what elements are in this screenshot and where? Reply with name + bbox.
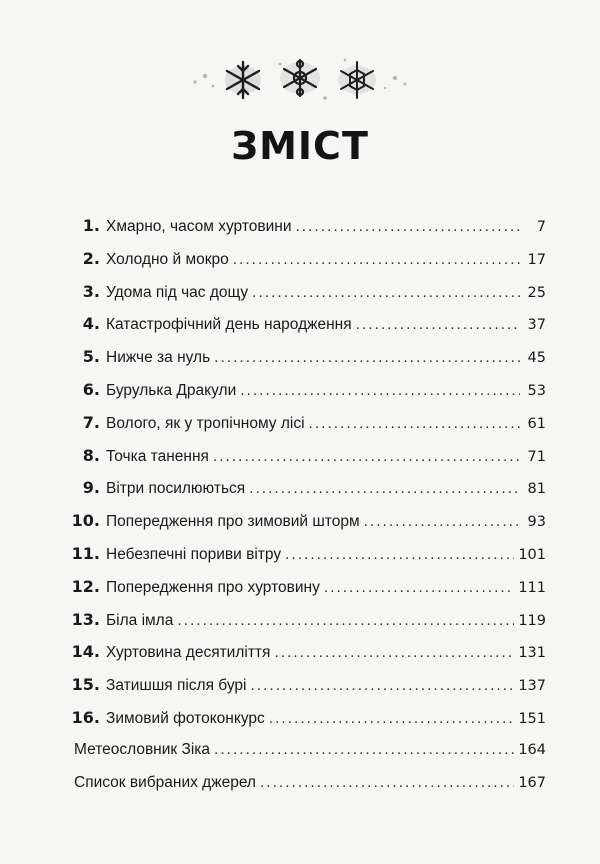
chapter-title: Затишшя після бурі	[106, 677, 247, 695]
toc-entry	[70, 413, 546, 446]
page-number: 119	[518, 612, 546, 629]
dot-leader	[233, 251, 520, 269]
chapter-title: Холодно й мокро	[106, 250, 229, 268]
chapter-number: 16.	[71, 707, 100, 727]
dot-leader	[214, 741, 514, 759]
dot-leader	[250, 677, 514, 695]
toc-entry	[70, 446, 546, 479]
page-number: 164	[518, 741, 546, 758]
dot-leader	[213, 448, 520, 466]
toc-entry	[70, 282, 546, 315]
chapter-title: Зимовий фотоконкурс	[106, 709, 265, 727]
table-of-contents	[70, 216, 546, 806]
toc-entry	[70, 774, 546, 807]
page-number: 25	[527, 284, 546, 301]
chapter-title: Удома під час дощу	[106, 283, 249, 301]
page-number: 111	[518, 579, 546, 596]
toc-entry	[70, 314, 546, 347]
chapter-title: Біла імла	[106, 611, 174, 629]
toc-entry	[70, 577, 546, 610]
toc-entry	[70, 249, 546, 282]
chapter-number: 5.	[82, 347, 100, 367]
page-number: 61	[527, 415, 546, 432]
chapter-title: Бурулька Дракули	[106, 381, 237, 399]
dot-leader	[252, 284, 520, 302]
chapter-title: Хмарно, часом хуртовини	[106, 218, 292, 235]
chapter-number: 1.	[82, 216, 100, 235]
page-number: 17	[527, 251, 546, 268]
dot-leader	[214, 349, 520, 367]
toc-entry	[70, 216, 546, 249]
chapter-number: 3.	[82, 281, 100, 301]
chapter-number: 12.	[71, 576, 100, 596]
chapter-number: 8.	[82, 445, 100, 465]
page-number: 37	[527, 317, 546, 334]
chapter-title: Попередження про хуртовину	[106, 578, 320, 596]
dot-leader	[240, 382, 520, 400]
dot-leader	[260, 774, 514, 792]
chapter-title: Нижче за нуль	[106, 349, 211, 367]
chapter-number: 9.	[82, 478, 100, 498]
dot-leader	[324, 579, 514, 597]
page-number: 137	[518, 678, 546, 695]
snowflake-ornament	[185, 52, 415, 108]
toc-entry	[70, 642, 546, 675]
chapter-title: Небезпечні пориви вітру	[106, 545, 282, 563]
chapter-number: 2.	[82, 248, 100, 268]
chapter-number: 13.	[71, 609, 100, 629]
chapter-title: Хуртовина десятиліття	[106, 644, 271, 662]
dot-leader	[274, 644, 514, 662]
page-number: 93	[527, 514, 546, 531]
toc-entry	[70, 741, 546, 774]
dot-leader	[356, 316, 520, 334]
chapter-number: 14.	[71, 642, 100, 662]
page-number: 101	[518, 546, 546, 563]
toc-entry	[70, 380, 546, 413]
toc-entry	[70, 675, 546, 708]
chapter-title: Попередження про зимовий шторм	[106, 513, 360, 531]
page-number: 167	[518, 774, 546, 791]
chapter-title: Список вибраних джерел	[74, 773, 256, 791]
page-number: 81	[527, 481, 546, 498]
chapter-title: Метеословник Зіка	[74, 740, 211, 758]
dot-leader	[249, 480, 520, 498]
chapter-number: 6.	[82, 379, 100, 399]
toc-entry	[70, 544, 546, 577]
dot-leader	[296, 218, 521, 236]
page-number: 151	[518, 710, 546, 727]
page-number: 45	[527, 350, 546, 367]
chapter-number: 7.	[82, 412, 100, 432]
page-number: 53	[527, 382, 546, 399]
page-number: 7	[536, 219, 546, 235]
chapter-number: 4.	[82, 314, 100, 334]
dot-leader	[285, 546, 514, 564]
chapter-title: Катастрофічний день народження	[106, 316, 352, 334]
dot-leader	[269, 710, 515, 728]
chapter-number: 15.	[71, 675, 100, 695]
toc-entry	[70, 708, 546, 741]
dot-leader	[364, 513, 520, 531]
toc-entry	[70, 478, 546, 511]
chapter-title: Вітри посилюються	[106, 480, 246, 498]
page-title: ЗМІСТ	[231, 124, 369, 168]
chapter-title: Волого, як у тропічному лісі	[106, 414, 305, 432]
toc-entry	[70, 347, 546, 380]
page-number: 131	[518, 645, 546, 662]
toc-entry	[70, 610, 546, 643]
chapter-number: 11.	[71, 543, 100, 563]
dot-leader	[309, 415, 520, 433]
chapter-number: 10.	[71, 511, 100, 531]
page-number: 71	[527, 448, 546, 465]
toc-entry	[70, 511, 546, 544]
chapter-title: Точка танення	[106, 447, 209, 465]
dot-leader	[177, 612, 514, 630]
